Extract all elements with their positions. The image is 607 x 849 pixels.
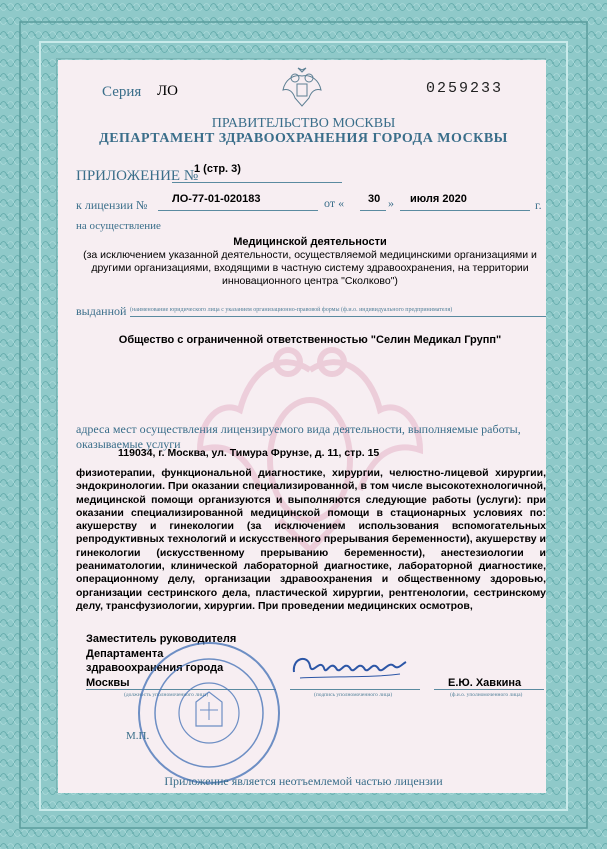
organization-name: Общество с ограниченной ответственностью "Селин Медикал Групп"	[118, 334, 502, 346]
to-license-label: к лицензии №	[76, 198, 148, 212]
department-title: ДЕПАРТАМЕНТ ЗДРАВООХРАНЕНИЯ ГОРОДА МОСКВЫ	[99, 131, 508, 146]
government-title: ПРАВИТЕЛЬСТВО МОСКВЫ	[211, 116, 396, 131]
coat-of-arms-icon	[279, 66, 325, 110]
series-value: ЛО	[157, 83, 179, 99]
activity-label: на осуществление	[76, 220, 161, 232]
services-list-text: физиотерапии, функциональной диагностике, хирургии, челюстно-лицевой хирургии, эндокринологии. При оказании специализированной, в том числе высокотехнологичной, медицинской помощи организуются и выполняются следующие работы (услуги): при оказании специализированной медицинской помощи в стационарных условиях по: акушерству и гинекологии (за исключением использования вспомогательных репродуктивных технологий и искусственного прерывания беременности), акушерству и гинекологии (искусственному прерыванию беременности), анестезиологии и реаниматологии, клинической лабораторной диагностике, лабораторной диагностике, операционному делу, организации здравоохранения и общественному здоровью, организации сестринского дела, пластической хирургии, рентгенологии, сестринскому делу, трансфузиологии, хирургии. При проведении медицинских осмотров,	[76, 467, 546, 612]
series-label: Серия	[102, 84, 142, 100]
position-note: (должность уполномоченного лица)	[124, 692, 209, 698]
date-from-label: от «	[324, 196, 345, 210]
name-line	[434, 689, 544, 690]
license-month-year: июля 2020	[410, 193, 467, 205]
handwritten-signature	[290, 648, 410, 684]
issued-line	[130, 316, 546, 317]
official-stamp	[136, 640, 282, 786]
signature-line	[290, 689, 420, 690]
month-line	[400, 210, 530, 211]
issued-label: выданной	[76, 304, 127, 318]
activity-title: Медицинской деятельности	[233, 236, 387, 248]
seal-place-label: М.П.	[126, 730, 150, 742]
signature-note: (подпись уполномоченного лица)	[314, 692, 393, 698]
signatory-position-line3: здравоохранения города	[86, 662, 224, 674]
address-label: адреса мест осуществления лицензируемого вида деятельности, выполняемые работы, оказываемые услуги	[76, 422, 521, 451]
license-number-line	[158, 210, 318, 211]
activity-description: (за исключением указанной деятельности, осуществляемой медицинскими организациями и другими организациями, входящими в частную систему здравоохранения, на территории инновационного центра "Сколково")	[83, 249, 537, 287]
form-number: 0259233	[426, 80, 504, 97]
signatory-name: Е.Ю. Хавкина	[448, 677, 522, 689]
footer-note: Приложение является неотъемлемой частью лицензии	[164, 774, 443, 788]
date-quote-close: »	[388, 196, 394, 210]
address-value: 119034, г. Москва, ул. Тимура Фрунзе, д. 11, стр. 15	[118, 447, 380, 459]
signatory-position-line4: Москвы	[86, 676, 130, 689]
signatory-position-line1: Заместитель руководителя	[86, 633, 237, 645]
day-line	[360, 210, 386, 211]
issued-note: (наименование юридического лица с указанием организационно-правовой формы (ф.и.о. индивидуального предпринимателя)	[130, 307, 453, 313]
appendix-number: 1 (стр. 3)	[194, 163, 241, 175]
license-day: 30	[368, 193, 381, 205]
name-note: (ф.и.о. уполномоченного лица)	[450, 692, 523, 698]
appendix-number-line	[172, 182, 342, 183]
signatory-position-line2: Департамента	[86, 647, 164, 660]
appendix-label: ПРИЛОЖЕНИЕ №	[76, 168, 199, 184]
year-suffix: г.	[535, 198, 542, 212]
license-number: ЛО-77-01-020183	[172, 193, 261, 205]
